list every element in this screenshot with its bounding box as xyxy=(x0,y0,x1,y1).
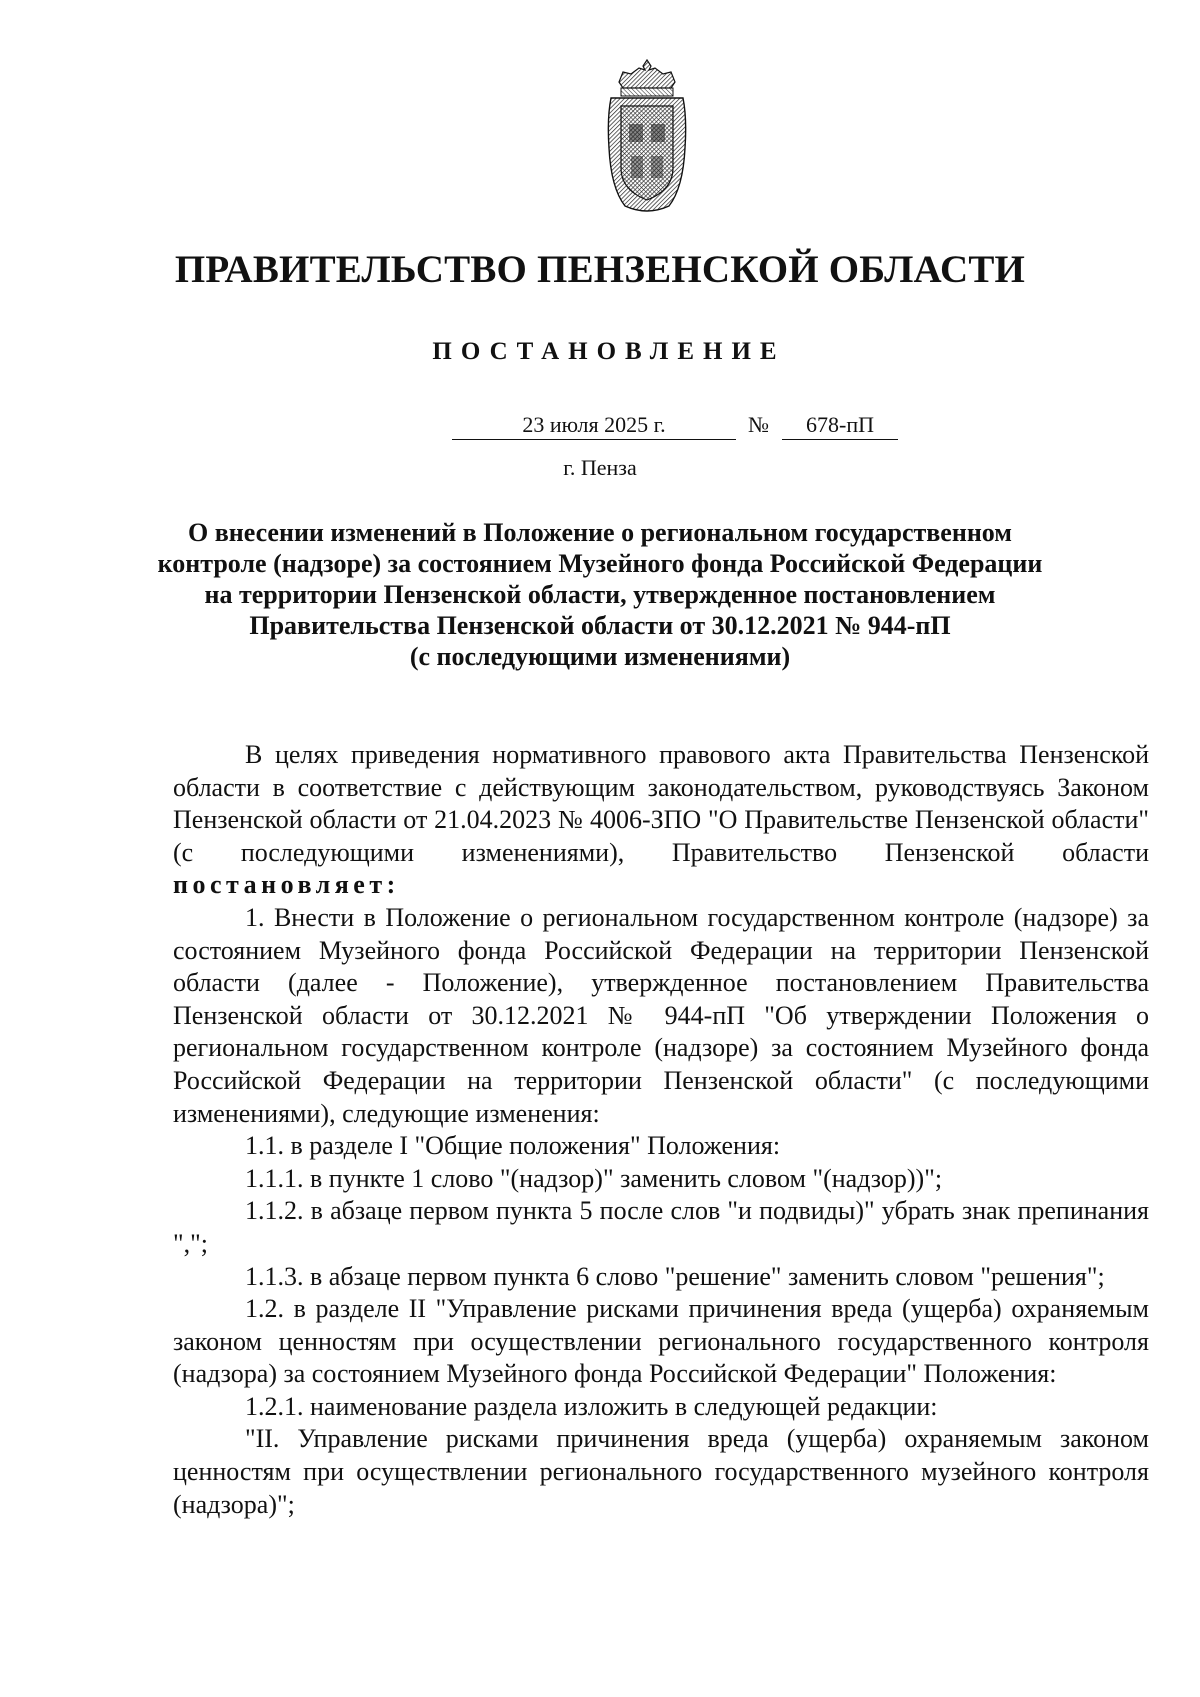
paragraph-1-1: 1.1. в разделе I "Общие положения" Положения: xyxy=(245,1131,781,1161)
paragraph-1-2-1-text: "II. Управление рисками причинения вреда (ущерба) охраняемым законом ценностям при осуществлении регионального государственного музейного контроля (надзора)"; xyxy=(173,1424,1149,1519)
date-number-row xyxy=(0,412,1200,442)
preamble-text: В целях приведения нормативного правового акта Правительства Пензенской области в соответствие с действующим законодательством, руководствуясь Законом Пензенской области от 21.04.2023 № 4006-ЗПО "О Правительстве Пензенской области" (с последующими изменениями), Правительство Пензенской области xyxy=(173,740,1149,867)
paragraph-1-1-3: 1.1.3. в абзаце первом пункта 6 слово "решение" заменить словом "решения"; xyxy=(245,1261,1105,1291)
paragraph-1: 1. Внести в Положение о региональном государственном контроле (надзоре) за состоянием Музейного фонда Российской Федерации на территории Пензенской области (далее - Положение), утвержденное постановлением Правительства Пензенской области от 30.12.2021 № 944-пП "Об утверждении Положения о региональном государственном контроле (надзоре) за состоянием Музейного фонда Российской Федерации на территории Пензенской области" (с последующими изменениями), следующие изменения: xyxy=(173,902,1149,1128)
subject-line: на территории Пензенской области, утвержденное постановлением xyxy=(204,580,996,609)
government-title: ПРАВИТЕЛЬСТВО ПЕНЗЕНСКОЙ ОБЛАСТИ xyxy=(174,248,1026,291)
subject-line: контроле (надзоре) за состоянием Музейного фонда Российской Федерации xyxy=(157,549,1043,578)
subject-line: Правительства Пензенской области от 30.12.2021 № 944-пП xyxy=(249,611,951,640)
city: г. Пенза xyxy=(563,455,637,480)
preamble-paragraph xyxy=(173,739,1149,902)
coat-of-arms-emblem xyxy=(605,58,689,216)
paragraph-1-2-1: 1.2.1. наименование раздела изложить в следующей редакции: xyxy=(245,1391,938,1421)
document-subject xyxy=(150,517,1050,672)
resolves-word: постановляет: xyxy=(173,870,400,900)
paragraph-1-1-1: 1.1.1. в пункте 1 слово "(надзор)" заменить словом "(надзор))"; xyxy=(245,1163,943,1193)
number-sign: № xyxy=(748,412,769,437)
document-body xyxy=(173,739,1149,1521)
paragraph-1-1-2: 1.1.2. в абзаце первом пункта 5 после слов "и подвиды)" убрать знак препинания ","; xyxy=(173,1196,1149,1258)
document-number: 678-пП xyxy=(782,412,898,440)
paragraph-1-2: 1.2. в разделе II "Управление рисками причинения вреда (ущерба) охраняемым законом ценностям при осуществлении регионального государственного контроля (надзора) за состоянием Музейного фонда Российской Федерации" Положения: xyxy=(173,1294,1149,1389)
document-type: ПОСТАНОВЛЕНИЕ xyxy=(432,338,786,365)
subject-line: (с последующими изменениями) xyxy=(409,642,791,671)
subject-line: О внесении изменений в Положение о региональном государственном xyxy=(187,518,1013,547)
document-date: 23 июля 2025 г. xyxy=(452,412,736,440)
